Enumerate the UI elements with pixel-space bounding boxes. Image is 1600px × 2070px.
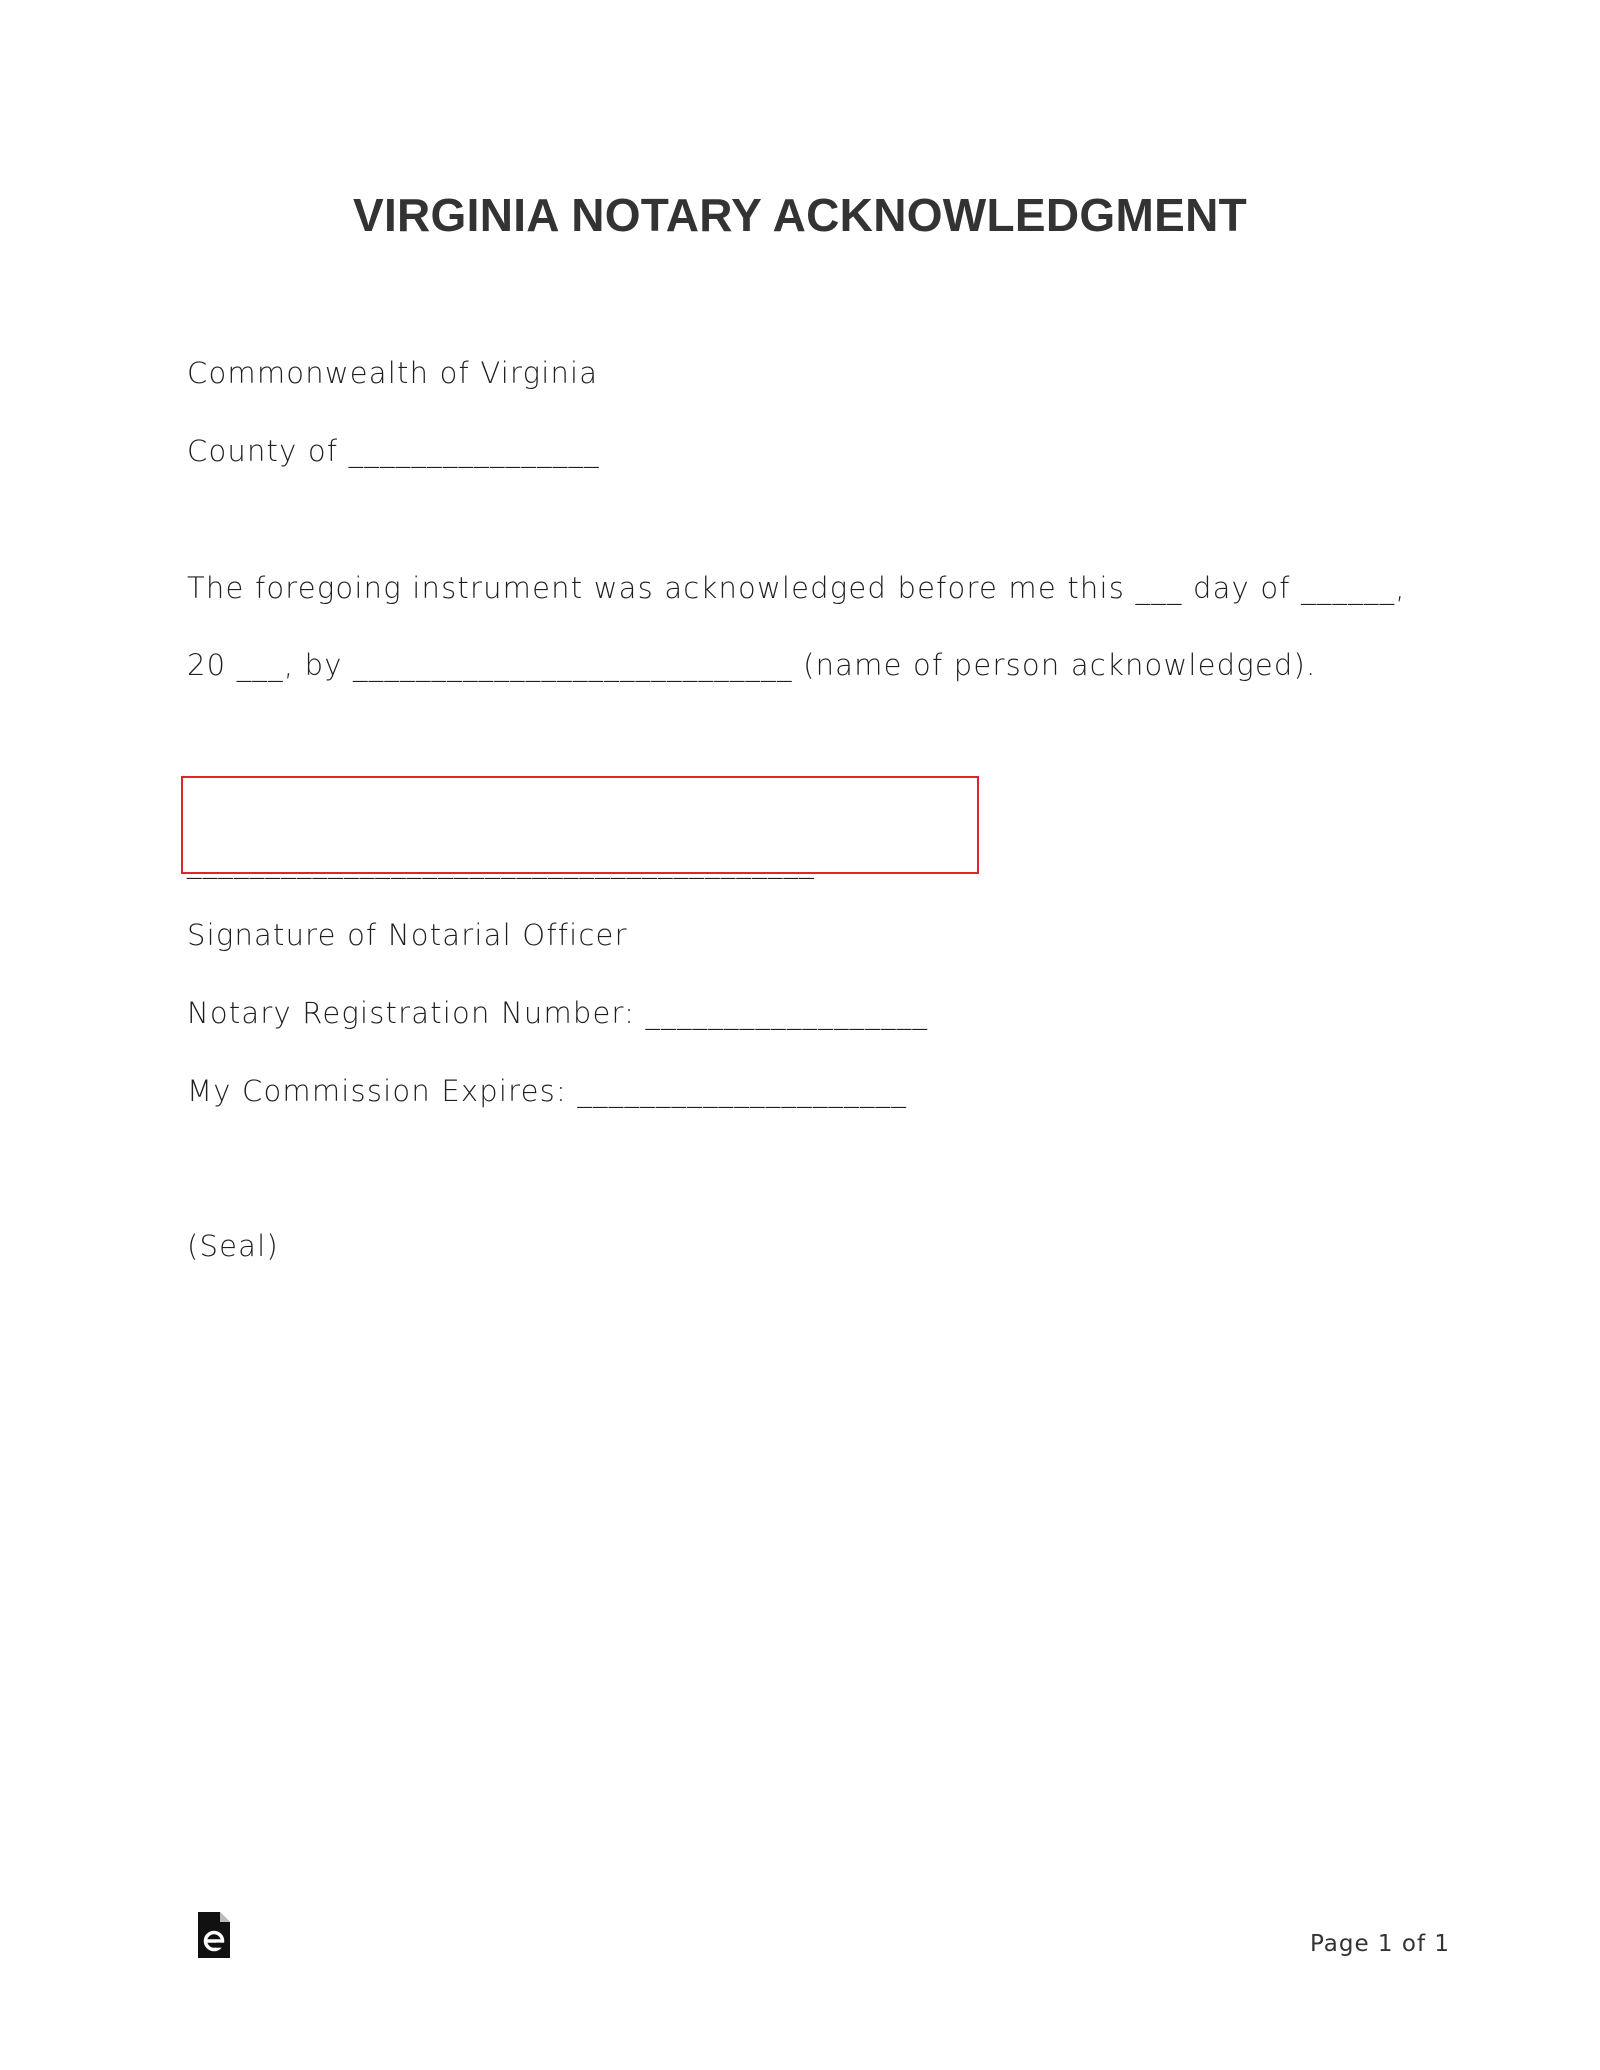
- signature-label: Signature of Notarial Officer: [187, 918, 628, 952]
- seal-label: (Seal): [187, 1229, 279, 1263]
- commission-expires-line: My Commission Expires: _____________________: [187, 1074, 908, 1108]
- state-line: Commonwealth of Virginia: [187, 356, 599, 390]
- county-line: County of ________________: [187, 434, 600, 468]
- eforms-logo-icon: [196, 1910, 232, 1960]
- signature-line: ________________________________________: [187, 845, 815, 879]
- page-number: Page 1 of 1: [1309, 1931, 1450, 1957]
- page-title: VIRGINIA NOTARY ACKNOWLEDGMENT: [352, 189, 1248, 241]
- registration-number-line: Notary Registration Number: __________________: [187, 996, 929, 1030]
- acknowledgment-line-2: 20 ___, by ____________________________ (name of person acknowledged).: [187, 648, 1317, 682]
- acknowledgment-line-1: The foregoing instrument was acknowledged before me this ___ day of ______,: [187, 571, 1406, 605]
